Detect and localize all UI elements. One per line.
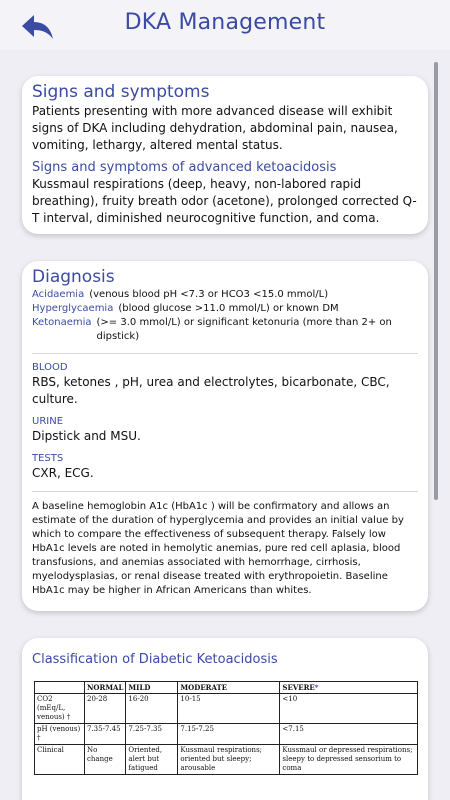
content-scroll-area[interactable] xyxy=(0,56,450,800)
app-header xyxy=(0,0,450,50)
table-cell: <7.15 xyxy=(280,724,418,745)
table-cell: 16-20 xyxy=(126,694,178,724)
table-header: NORMAL xyxy=(85,682,126,694)
table-header: MILD xyxy=(126,682,178,694)
severe-footnote-mark: * xyxy=(314,683,319,692)
table-row xyxy=(35,745,418,775)
table-header: SEVERE xyxy=(282,683,315,692)
table-header xyxy=(35,682,85,694)
tests-label: TESTS xyxy=(32,453,64,464)
scrollbar[interactable] xyxy=(434,62,438,500)
table-cell: Clinical xyxy=(35,745,85,775)
blood-value: RBS, ketones , pH, urea and electrolytes, bicarbonate, CBC, culture. xyxy=(32,375,390,406)
table-header: MODERATE xyxy=(178,682,280,694)
table-header-severe xyxy=(280,682,418,694)
symptoms-card xyxy=(22,76,428,234)
classification-heading: Classification of Diabetic Ketoacidosis xyxy=(32,652,278,667)
symptoms-heading: Signs and symptoms xyxy=(32,82,210,102)
criteria-value: (>= 3.0 mmol/L) or significant ketonuria (more than 2+ on dipstick) xyxy=(96,317,392,342)
criteria-value: (blood glucose >11.0 mmol/L) or known DM xyxy=(118,303,339,314)
criteria-row-hyperglycaemia xyxy=(32,302,418,316)
criteria-key: Hyperglycaemia xyxy=(32,303,114,314)
table-cell: 7.15-7.25 xyxy=(178,724,280,745)
criteria-key: Ketonaemia xyxy=(32,317,92,328)
divider xyxy=(32,491,418,492)
criteria-row-ketonaemia xyxy=(32,316,418,344)
table-cell: 7.25-7.35 xyxy=(126,724,178,745)
diagnosis-card xyxy=(22,261,428,611)
symptoms-text: Patients presenting with more advanced disease will exhibit signs of DKA including dehydration, abdominal pain, nausea, vomiting, lethargy, altered mental status. xyxy=(32,104,398,152)
classification-table xyxy=(34,681,418,775)
table-cell: <10 xyxy=(280,694,418,724)
diagnosis-heading: Diagnosis xyxy=(32,267,115,287)
table-cell: 7.35-7.45 xyxy=(85,724,126,745)
advanced-symptoms-heading: Signs and symptoms of advanced ketoacidosis xyxy=(32,160,337,175)
urine-value: Dipstick and MSU. xyxy=(32,429,141,443)
blood-label: BLOOD xyxy=(32,362,68,373)
advanced-symptoms-text: Kussmaul respirations (deep, heavy, non-labored rapid breathing), fruity breath odor (acetone), prolonged corrected Q-T interval, diminished neurocognitive function, and coma. xyxy=(32,177,417,225)
criteria-key: Acidaemia xyxy=(32,289,85,300)
table-cell: Kussmaul or depressed respirations; sleepy to depressed sensorium to coma xyxy=(280,745,418,775)
classification-card xyxy=(22,638,428,800)
table-cell: 20-28 xyxy=(85,694,126,724)
page-title: DKA Management xyxy=(124,10,326,35)
table-cell: CO2 (mEq/L, venous) † xyxy=(35,694,85,724)
table-cell: No change xyxy=(85,745,126,775)
divider xyxy=(32,353,418,354)
table-cell: Kussmaul respirations; oriented but sleepy; arousable xyxy=(178,745,280,775)
hba1c-note: A baseline hemoglobin A1c (HbA1c ) will be confirmatory and allows an estimate of the duration of hyperglycemia and provides an initial value by which to compare the effectiveness of subsequent therapy. Falsely low HbA1c levels are noted in hemolytic anemias, pure red cell aplasia, blood transfusions, and anemias associated with hemorrhage, cirrhosis, myelodysplasias, or renal disease treated with erythropoietin. Baseline HbA1c may be higher in African Americans than whites. xyxy=(32,501,404,596)
criteria-row-acidaemia xyxy=(32,288,418,302)
urine-label: URINE xyxy=(32,416,64,427)
table-header-row xyxy=(35,682,418,694)
table-cell: 10-15 xyxy=(178,694,280,724)
tests-value: CXR, ECG. xyxy=(32,466,94,480)
criteria-value: (venous blood pH <7.3 or HCO3 <15.0 mmol/L) xyxy=(89,289,329,300)
table-row xyxy=(35,724,418,745)
table-cell: Oriented, alert but fatigued xyxy=(126,745,178,775)
table-cell: pH (venous) † xyxy=(35,724,85,745)
table-row xyxy=(35,694,418,724)
